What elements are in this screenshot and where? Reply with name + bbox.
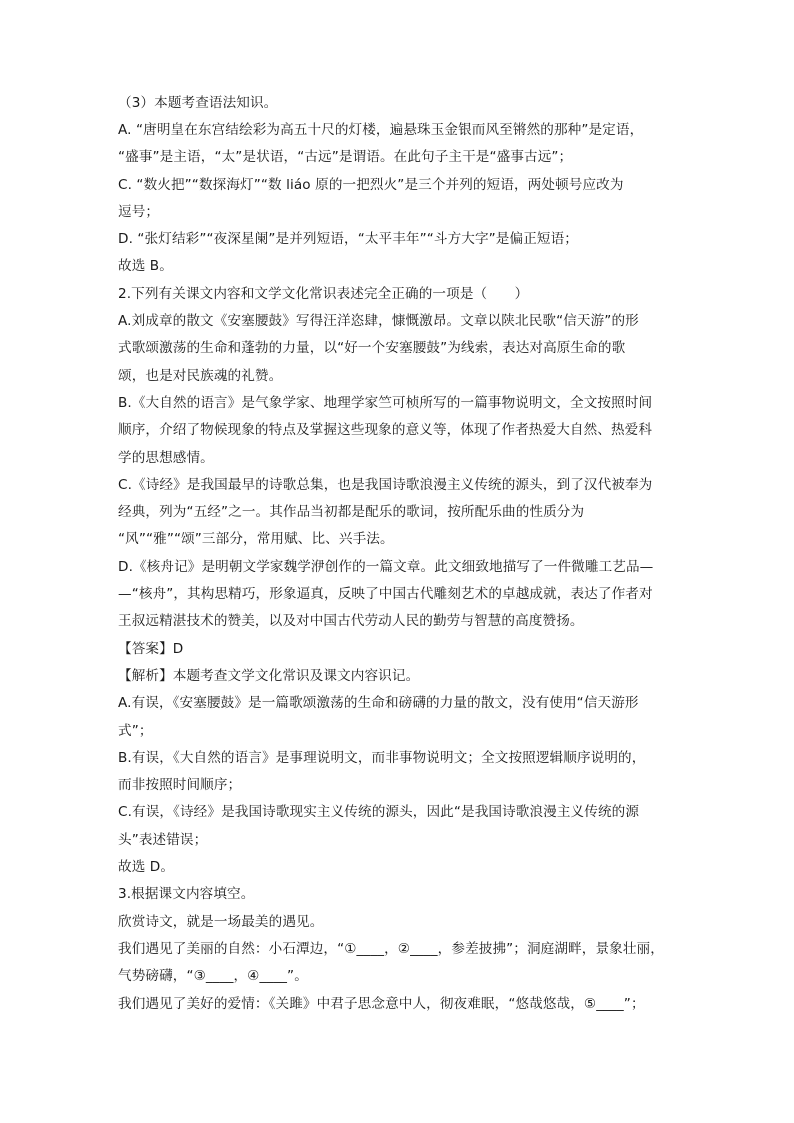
text-line: 气势磅礴，“③____，④____”。 [118,968,308,984]
text-line: B.有误，《大自然的语言》是事理说明文，而非事物说明文；全文按照逻辑顺序说明的， [118,750,646,766]
text-line: 式歌颂激荡的生命和蓬勃的力量，以“好一个安塞腰鼓”为线索，表达对高原生命的歌 [118,340,626,356]
question-heading: 2.下列有关课文内容和文学文化常识表述完全正确的一项是（ ） [118,286,529,302]
text-line: 经典，列为“五经”之一。其作品当初都是配乐的歌词，按所配乐曲的性质分为 [118,504,585,520]
text-line: 头”表述错误； [118,832,208,848]
text-line: “风”“雅”“颂”三部分，常用赋、比、兴手法。 [118,531,394,547]
text-line: 学的思想感情。 [118,450,214,466]
text-line: 而非按照时间顺序； [118,777,242,793]
text-line: 王叔远精湛技术的赞美，以及对中国古代劳动人民的勤劳与智慧的高度赞扬。 [118,613,584,629]
text-line: 我们遇见了美好的爱情：《关雎》中君子思念意中人，彻夜难眠，“悠哉悠哉，⑤____”； [118,996,645,1012]
text-line: 式”； [118,723,153,739]
text-line: （3）本题考查语法知识。 [118,95,278,111]
text-line: A.刘成章的散文《安塞腰鼓》写得汪洋恣肆，慷慨激昂。文章以陕北民歌“信天游”的形 [118,313,639,329]
text-line: —“核舟”，其构思精巧，形象逼真，反映了中国古代雕刻艺术的卓越成就，表达了作者对 [118,586,653,602]
text-line: C. “数火把”“数探海灯”“数 liáo 原的一把烈火”是三个并列的短语，两处顿号应改为 [118,177,624,193]
text-line: 顺序，介绍了物候现象的特点及掌握这些现象的意义等，体现了作者热爱大自然、热爱科 [118,422,653,438]
text-line: D.《核舟记》是明朝文学家魏学洢创作的一篇文章。此文细致地描写了一件微雕工艺品— [118,559,654,575]
text-line: 颂，也是对民族魂的礼赞。 [118,368,283,384]
question-heading: 3.根据课文内容填空。 [118,886,255,902]
analysis-label: 【解析】本题考查文学文化常识及课文内容识记。 [118,668,420,684]
text-line: B.《大自然的语言》是气象学家、地理学家竺可桢所写的一篇事物说明文，全文按照时间 [118,395,653,411]
text-line: “盛事”是主语，“太”是状语，“古远”是谓语。在此句子主干是“盛事古远”； [118,149,573,165]
text-line: C.《诗经》是我国最早的诗歌总集，也是我国诗歌浪漫主义传统的源头，到了汉代被奉为 [118,477,653,493]
text-line: C.有误，《诗经》是我国诗歌现实主义传统的源头，因此“是我国诗歌浪漫主义传统的源 [118,804,640,820]
text-line: A.有误，《安塞腰鼓》是一篇歌颂激荡的生命和磅礴的力量的散文，没有使用“信天游形 [118,695,639,711]
text-line: 故选 D。 [118,859,175,875]
text-line: 欣赏诗文，就是一场最美的遇见。 [118,914,324,930]
text-line: 逗号； [118,204,160,220]
answer-label: 【答案】D [118,641,184,657]
text-line: 我们遇见了美丽的自然：小石潭边，“①____，②____，参差披拂”；洞庭湖畔，景象壮丽， [118,941,664,957]
text-line: 故选 B。 [118,258,173,274]
text-line: D. “张灯结彩”“夜深星阑”是并列短语，“太平丰年”“斗方大字”是偏正短语； [118,231,578,247]
text-line: A. “唐明皇在东宫结绘彩为高五十尺的灯楼，遍悬珠玉金银而风至锵然的那种”是定语， [118,122,644,138]
